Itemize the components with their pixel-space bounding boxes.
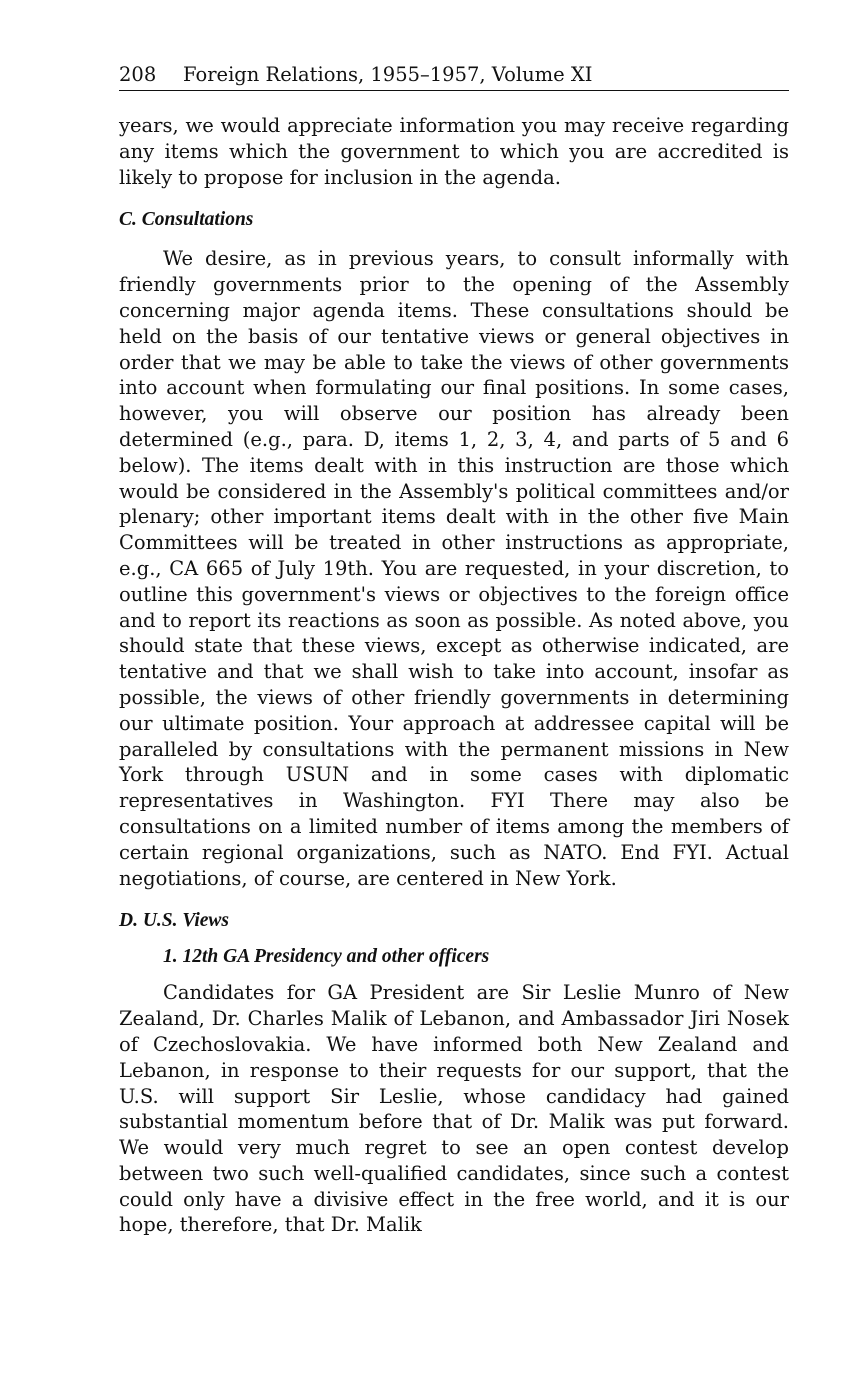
document-page	[119, 62, 789, 1238]
running-header	[119, 62, 789, 91]
paragraph-consultations: We desire, as in previous years, to consult informally with friendly governments prior to the opening of the Assembly concerning major agenda items. These consultations should be held on the basis of our tentative views or general objectives in order that we may be able to take the views of other governments into account when formulating our final positions. In some cases, however, you will observe our position has already been determined (e.g., para. D, items 1, 2, 3, 4, and parts of 5 and 6 below). The items dealt with in this instruction are those which would be considered in the Assembly's political committees and/or plenary; other important items dealt with in the other five Main Committees will be treated in other instructions as appropriate, e.g., CA 665 of July 19th. You are requested, in your discretion, to outline this government's views or objectives to the foreign office and to report its reactions as soon as possible. As noted above, you should state that these views, except as otherwise indicated, are tentative and that we shall wish to take into account, insofar as possible, the views of other friendly governments in determining our ultimate position. Your approach at addressee capital will be paralleled by consultations with the permanent missions in New York through USUN and in some cases with diplomatic representatives in Washington. FYI There may also be consultations on a limited number of items among the members of certain regional organizations, such as NATO. End FYI. Actual negotiations, of course, are centered in New York.	[119, 247, 789, 890]
subsection-heading-presidency: 1. 12th GA Presidency and other officers	[163, 946, 490, 968]
running-title: Foreign Relations, 1955–1957, Volume XI	[183, 63, 593, 86]
paragraph-presidency: Candidates for GA President are Sir Leslie Munro of New Zealand, Dr. Charles Malik of Lebanon, and Ambassador Jiri Nosek of Czechoslovakia. We have informed both New Zealand and Lebanon, in response to their requests for our support, that the U.S. will support Sir Leslie, whose candidacy had gained substantial momentum before that of Dr. Malik was put forward. We would very much regret to see an open contest develop between two such well-qualified candidates, since such a contest could only have a divisive effect in the free world, and it is our hope, therefore, that Dr. Malik	[119, 981, 789, 1237]
page-number: 208	[119, 63, 157, 86]
paragraph-continuation: years, we would appreciate information you may receive regarding any items which the government to which you are accredited is likely to propose for inclusion in the agenda.	[119, 114, 789, 189]
section-heading-us-views: D. U.S. Views	[119, 910, 229, 932]
section-heading-consultations: C. Consultations	[119, 209, 254, 231]
